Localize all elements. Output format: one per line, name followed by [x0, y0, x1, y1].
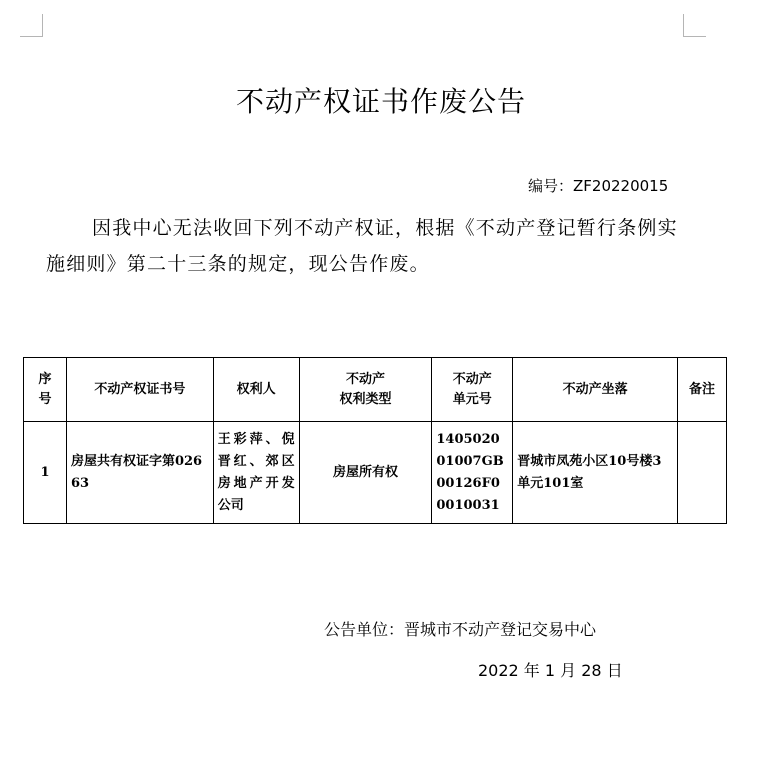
cell-index: 1 [24, 422, 67, 524]
body-paragraph: 因我中心无法收回下列不动产权证，根据《不动产登记暂行条例实施细则》第二十三条的规定，现公告作废。 [46, 217, 678, 275]
document-number: 编号：ZF20220015 [528, 177, 669, 195]
header-right-type: 不动产 权利类型 [299, 358, 432, 422]
issuing-unit: 公告单位：晋城市不动产登记交易中心 [324, 620, 597, 639]
table-row [24, 422, 727, 524]
cell-location: 晋城市凤苑小区10号楼3单元101室 [513, 422, 678, 524]
cell-certificate-no: 房屋共有权证字第02663 [66, 422, 213, 524]
page-corner-mark-top-right [683, 14, 706, 37]
cell-right-holder: 王彩萍、倪晋红、郊区房地产开发公司 [213, 422, 299, 524]
header-location: 不动产坐落 [513, 358, 678, 422]
document-title: 不动产权证书作废公告 [235, 85, 526, 118]
cell-right-type: 房屋所有权 [299, 422, 432, 524]
header-remark: 备注 [678, 358, 727, 422]
cell-unit-no: 140502001007GB00126F00010031 [432, 422, 513, 524]
certificate-table [23, 357, 727, 524]
header-index: 序 号 [24, 358, 67, 422]
issue-date: 2022 年 1 月 28 日 [478, 661, 623, 680]
table-header-row [24, 358, 727, 422]
header-certificate-no: 不动产权证书号 [66, 358, 213, 422]
cell-remark [678, 422, 727, 524]
page-corner-mark-top-left [20, 14, 43, 37]
header-unit-no: 不动产 单元号 [432, 358, 513, 422]
header-right-holder: 权利人 [213, 358, 299, 422]
